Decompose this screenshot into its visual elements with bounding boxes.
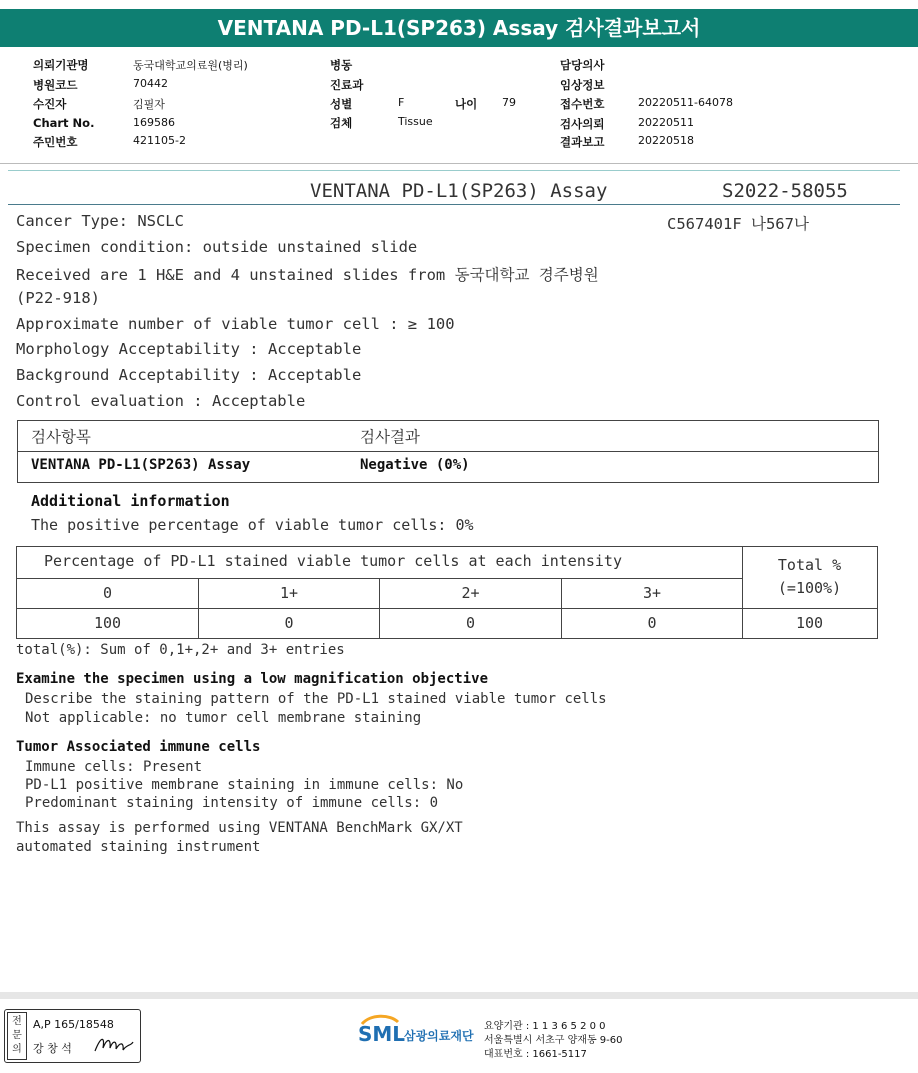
intensity-table-header: Percentage of PD-L1 stained viable tumor cells at each intensity bbox=[44, 552, 622, 570]
stamp-line-1: A,P 165/18548 bbox=[33, 1018, 114, 1031]
field-label-ward: 병동 bbox=[330, 58, 353, 72]
low-mag-line: Not applicable: no tumor cell membrane staining bbox=[25, 710, 422, 726]
field-value-resident-no: 421105-2 bbox=[133, 134, 186, 147]
specimen-number: S2022-58055 bbox=[722, 180, 848, 202]
immune-line: Immune cells: Present bbox=[25, 759, 203, 775]
intensity-value: 0 bbox=[284, 614, 294, 632]
address-line: 요양기관 : 1 1 3 6 5 2 0 0 bbox=[484, 1021, 606, 1032]
field-value-request-date: 20220511 bbox=[638, 116, 694, 129]
field-value-sex: F bbox=[398, 96, 405, 109]
immune-line: Predominant staining intensity of immune cells: 0 bbox=[25, 795, 439, 811]
field-label-resident-no: 주민번호 bbox=[33, 135, 78, 149]
low-mag-title: Examine the specimen using a low magnification objective bbox=[16, 671, 489, 687]
field-value-institution: 동국대학교의료원(병리) bbox=[133, 59, 248, 72]
immune-line: PD-L1 positive membrane staining in immune cells: No bbox=[25, 777, 464, 793]
org-name: 삼광의료재단 bbox=[404, 1029, 474, 1043]
table-grid-line bbox=[17, 608, 877, 609]
closing-line: automated staining instrument bbox=[16, 839, 261, 855]
field-label-institution: 의뢰기관명 bbox=[33, 58, 89, 72]
field-value-report-date: 20220518 bbox=[638, 134, 694, 147]
report-line: Received are 1 H&E and 4 unstained slides from 동국대학교 경주병원 bbox=[16, 266, 599, 284]
field-value-patient: 김필자 bbox=[133, 98, 165, 111]
address-line: 대표번호 : 1661-5117 bbox=[484, 1049, 587, 1060]
field-value-hospital-code: 70442 bbox=[133, 77, 168, 90]
field-label-specimen: 검체 bbox=[330, 116, 353, 130]
report-line: Morphology Acceptability : Acceptable bbox=[16, 340, 362, 358]
logo-text: SML bbox=[358, 1022, 406, 1046]
report-line: (P22-918) bbox=[16, 289, 100, 307]
result-table-item: VENTANA PD-L1(SP263) Assay bbox=[31, 457, 251, 473]
field-value-receipt-no: 20220511-64078 bbox=[638, 96, 733, 109]
total-note: total(%): Sum of 0,1+,2+ and 3+ entries bbox=[16, 642, 345, 658]
immune-title: Tumor Associated immune cells bbox=[16, 739, 261, 755]
field-label-request-date: 검사의뢰 bbox=[560, 117, 605, 131]
total-header: Total % bbox=[777, 556, 842, 574]
report-banner-title: VENTANA PD-L1(SP263) Assay 검사결과보고서 bbox=[0, 9, 918, 47]
intensity-level: 2+ bbox=[461, 584, 480, 602]
additional-info-title: Additional information bbox=[31, 492, 230, 510]
intensity-value: 0 bbox=[647, 614, 657, 632]
total-header-sub: (=100%) bbox=[777, 579, 842, 597]
intensity-level: 3+ bbox=[642, 584, 662, 602]
report-line: Approximate number of viable tumor cell : ≥ 100 bbox=[16, 315, 455, 333]
report-line: Specimen condition: outside unstained slide bbox=[16, 238, 418, 256]
intensity-level: 1+ bbox=[279, 584, 299, 602]
intensity-level: 0 bbox=[102, 584, 113, 602]
field-label-sex: 성별 bbox=[330, 97, 353, 111]
header-divider bbox=[0, 163, 918, 164]
intensity-value: 100 bbox=[93, 614, 122, 632]
field-value-specimen: Tissue bbox=[398, 115, 433, 128]
field-label-patient: 수진자 bbox=[33, 97, 67, 111]
closing-line: This assay is performed using VENTANA BenchMark GX/XT bbox=[16, 820, 463, 836]
pathologist-stamp bbox=[4, 1009, 141, 1063]
report-top-rule bbox=[8, 170, 900, 171]
signature-icon bbox=[93, 1034, 135, 1056]
result-table-header-item: 검사항목 bbox=[31, 428, 91, 446]
field-value-chart-no: 169586 bbox=[133, 116, 175, 129]
result-table-header-result: 검사결과 bbox=[360, 428, 420, 446]
assay-title: VENTANA PD-L1(SP263) Assay bbox=[310, 180, 608, 202]
stamp-line-2: 강 창 석 bbox=[33, 1042, 72, 1055]
stamp-label bbox=[7, 1012, 27, 1060]
report-title-rule bbox=[8, 204, 900, 205]
intensity-total: 100 bbox=[795, 614, 824, 632]
report-line: Cancer Type: NSCLC bbox=[16, 212, 184, 230]
result-table-result: Negative (0%) bbox=[360, 457, 470, 473]
field-label-age: 나이 bbox=[455, 97, 478, 111]
block-id: C567401F 나567나 bbox=[667, 215, 809, 233]
field-label-department: 진료과 bbox=[330, 78, 364, 92]
low-mag-line: Describe the staining pattern of the PD-L1 stained viable tumor cells bbox=[25, 691, 607, 707]
stamp-label-text: 전문의 bbox=[12, 1016, 22, 1055]
result-table-divider bbox=[18, 451, 878, 452]
additional-info-text: The positive percentage of viable tumor cells: 0% bbox=[31, 516, 474, 534]
intensity-value: 0 bbox=[465, 614, 476, 632]
footer-divider bbox=[0, 992, 918, 999]
field-label-physician: 담당의사 bbox=[560, 58, 605, 72]
field-label-receipt-no: 접수번호 bbox=[560, 97, 605, 111]
address-line: 서울특별시 서초구 양재동 9-60 bbox=[484, 1035, 623, 1046]
field-label-hospital-code: 병원코드 bbox=[33, 78, 78, 92]
field-label-report-date: 결과보고 bbox=[560, 135, 605, 149]
field-label-chart-no: Chart No. bbox=[33, 116, 95, 130]
report-line: Control evaluation : Acceptable bbox=[16, 392, 306, 410]
field-label-clinical-info: 임상정보 bbox=[560, 78, 605, 92]
report-line: Background Acceptability : Acceptable bbox=[16, 366, 362, 384]
field-value-age: 79 bbox=[502, 96, 516, 109]
